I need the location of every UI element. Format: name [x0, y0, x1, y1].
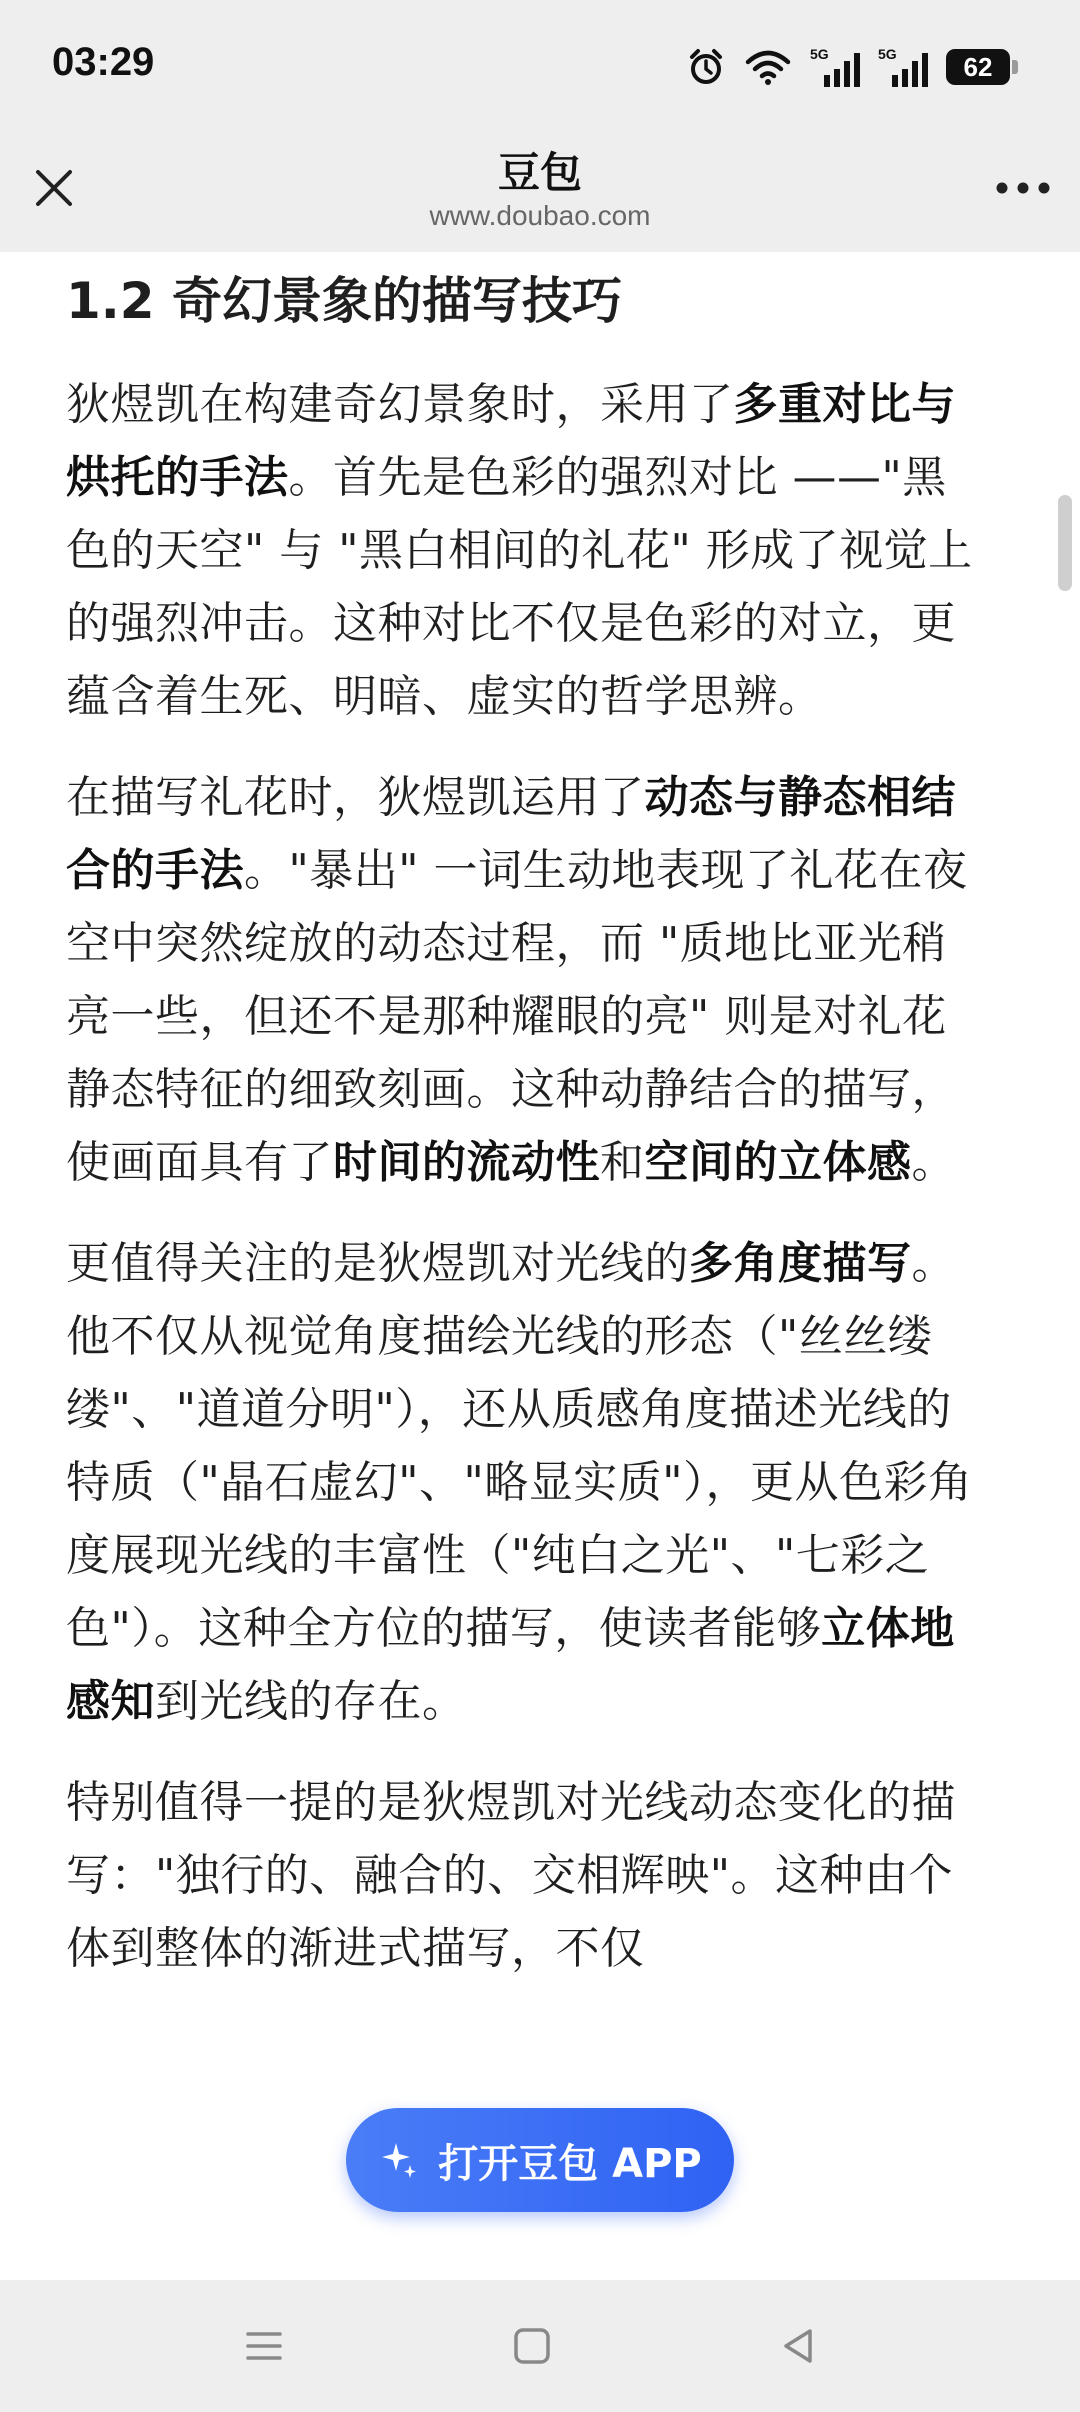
open-app-label: 打开豆包 APP [438, 2140, 702, 2187]
more-button[interactable] [992, 160, 1054, 216]
paragraph-text: 在描写礼花时，狄煜凯运用了 [66, 772, 645, 823]
signal-5g-icon [878, 45, 928, 89]
home-button[interactable] [502, 2316, 562, 2376]
paragraph-text: 。首先是色彩的强烈对比 ——"黑色的天空" 与 "黑白相间的礼花" 形成了视觉上的强烈冲击。这种对比不仅是色彩的对立，更蕴含着生死、明暗、虚实的哲学思辨。 [66, 452, 973, 722]
scrollbar-thumb[interactable] [1058, 495, 1072, 591]
paragraph-text: 更值得关注的是狄煜凯对光线的 [66, 1238, 689, 1289]
browser-header [0, 140, 1080, 252]
emphasis-text: 多重对比与烘托的手法 [66, 379, 956, 503]
page-url: www.doubao.com [429, 200, 651, 231]
emphasis-text: 时间的流动性 [333, 1137, 600, 1188]
back-button[interactable] [768, 2316, 828, 2376]
signal-5g-icon [810, 45, 860, 89]
paragraph [66, 1227, 986, 1738]
paragraph-text: 狄煜凯在构建奇幻景象时，采用了 [66, 379, 734, 430]
signal-label: 5G [878, 46, 897, 62]
signal-label: 5G [810, 46, 829, 62]
menu-icon [244, 2326, 284, 2366]
wifi-icon [744, 48, 792, 86]
alarm-icon [686, 47, 726, 87]
status-icons [686, 42, 1010, 92]
paragraph [66, 1766, 986, 1985]
paragraph-text: 特别值得一提的是狄煜凯对光线动态变化的描写："独行的、融合的、交相辉映"。这种由个体到整体的渐进式描写，不仅 [66, 1777, 956, 1974]
article-content [66, 252, 986, 2212]
paragraph-text: 。 [911, 1137, 956, 1188]
paragraph-text: 。他不仅从视觉角度描绘光线的形态（"丝丝缕缕"、"道道分明"），还从质感角度描述光线的特质（"晶石虚幻"、"略显实质"），更从色彩角度展现光线的丰富性（"纯白之光"、"七彩之色"）。这种全方位的描写，使读者能够 [66, 1238, 973, 1654]
more-icon [995, 181, 1051, 195]
status-time: 03:29 [52, 40, 155, 84]
open-app-button[interactable] [346, 2108, 734, 2212]
emphasis-text: 动态与静态相结合的手法 [66, 772, 956, 896]
paragraph-text: 到光线的存在。 [155, 1676, 467, 1727]
paragraph-text: 。"暴出" 一词生动地表现了礼花在夜空中突然绽放的动态过程，而 "质地比亚光稍亮一些，但还不是那种耀眼的亮" 则是对礼花静态特征的细致刻画。这种动静结合的描写，使画面具有了 [66, 845, 968, 1188]
emphasis-text: 空间的立体感 [644, 1137, 912, 1188]
section-heading: 1.2 奇幻景象的描写技巧 [66, 272, 622, 330]
back-icon [778, 2326, 818, 2366]
battery-icon [946, 49, 1010, 85]
paragraph [66, 368, 986, 733]
paragraph [66, 761, 986, 1199]
emphasis-text: 立体地感知 [66, 1603, 955, 1727]
system-nav-bar [0, 2280, 1080, 2412]
page-title: 豆包 [497, 148, 582, 197]
paragraph-text: 和 [600, 1137, 645, 1188]
home-icon [512, 2326, 552, 2366]
sparkle-icon [378, 2139, 420, 2181]
menu-button[interactable] [234, 2316, 294, 2376]
emphasis-text: 多角度描写 [689, 1238, 912, 1289]
battery-level: 62 [963, 51, 993, 82]
status-bar [0, 0, 1080, 140]
